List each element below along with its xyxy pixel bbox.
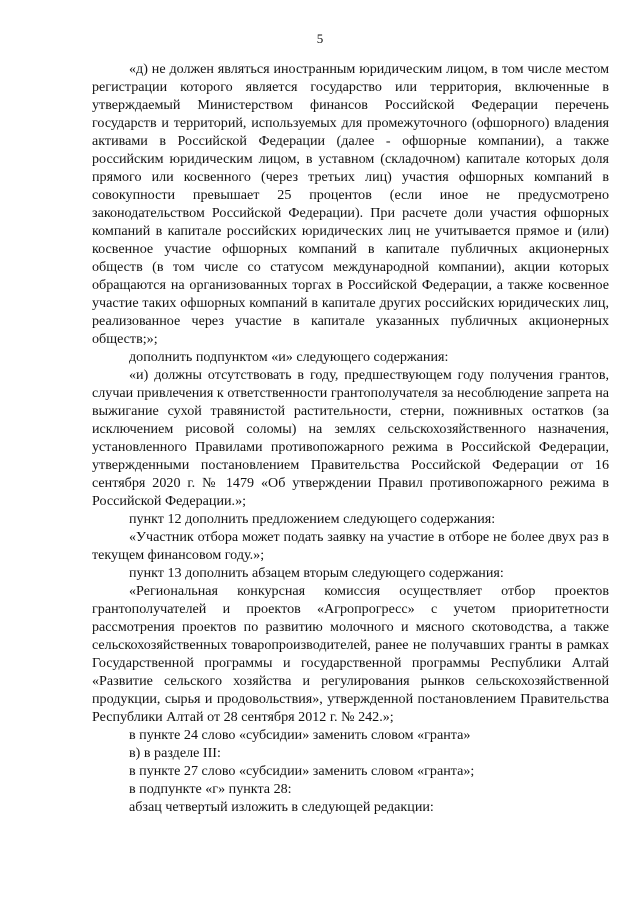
paragraph-section-3: в) в разделе III:: [129, 745, 221, 761]
document-body: [92, 60, 609, 816]
paragraph-clause-13-amendment: пункт 13 дополнить абзацем вторым следующего содержания:: [129, 565, 504, 581]
paragraph-fourth-subparagraph: абзац четвертый изложить в следующей редакции:: [129, 799, 434, 815]
paragraph-offshore-clause: «д) не должен являться иностранным юридическим лицом, в том числе местом регистрации которого является государство или территория, включенные в утверждаемый Министерством финансов Российской Федерации перечень государств и территорий, используемых для промежуточного (офшорного) владения активами в Российской Федерации (далее - офшорные компании), а также российским юридическим лицом, в уставном (складочном) капитале которых доля прямого или косвенного (через третьих лиц) участия офшорных компаний в совокупности превышает 25 процентов (если иное не предусмотрено законодательством Российской Федерации). При расчете доли участия офшорных компаний в капитале российских юридических лиц не учитывается прямое и (или) косвенное участие офшорных компаний в капитале публичных акционерных обществ (в том числе со статусом международной компании), акции которых обращаются на организованных торгах в Российской Федерации, а также косвенное участие таких офшорных компаний в капитале других российских юридических лиц, реализованное через участие в капитале указанных публичных акционерных обществ;»;: [92, 61, 609, 347]
paragraph-subclause-i-text: «и) должны отсутствовать в году, предшествующем году получения грантов, случаи привлечения к ответственности грантополучателя за несоблюдение запрета на выжигание сухой травянистой растительности, стерни, пожнивных остатков (за исключением рисовой соломы) на землях сельскохозяйственного назначения, установленного Правилами противопожарного режима в Российской Федерации, утвержденными постановлением Правительства Российской Федерации от 16 сентября 2020 г. № 1479 «Об утверждении Правил противопожарного режима в Российской Федерации.»;: [92, 367, 609, 509]
paragraph-clause-12-amendment: пункт 12 дополнить предложением следующего содержания:: [129, 511, 496, 527]
paragraph-add-subclause-i: дополнить подпунктом «и» следующего содержания:: [129, 349, 449, 365]
paragraph-clause-24-amendment: в пункте 24 слово «субсидии» заменить словом «гранта»: [129, 727, 471, 743]
paragraph-clause-12-text: «Участник отбора может подать заявку на участие в отборе не более двух раз в текущем финансовом году.»;: [92, 529, 609, 563]
page-number: 5: [316, 31, 324, 46]
paragraph-clause-28-subclause-g: в подпункте «г» пункта 28:: [129, 781, 292, 797]
paragraph-clause-13-text: «Региональная конкурсная комиссия осуществляет отбор проектов грантополучателей и проектов «Агропрогресс» с учетом приоритетности рассмотрения проектов по развитию молочного и мясного скотоводства, а также сельскохозяйственных товаропроизводителей, ранее не получавших гранты в рамках Государственной программы и государственной программы Республики Алтай «Развитие сельского хозяйства и регулирования рынков сельскохозяйственной продукции, сырья и продовольствия», утвержденной постановлением Правительства Республики Алтай от 28 сентября 2012 г. № 242.»;: [92, 583, 609, 725]
paragraph-clause-27-amendment: в пункте 27 слово «субсидии» заменить словом «гранта»;: [129, 763, 475, 779]
